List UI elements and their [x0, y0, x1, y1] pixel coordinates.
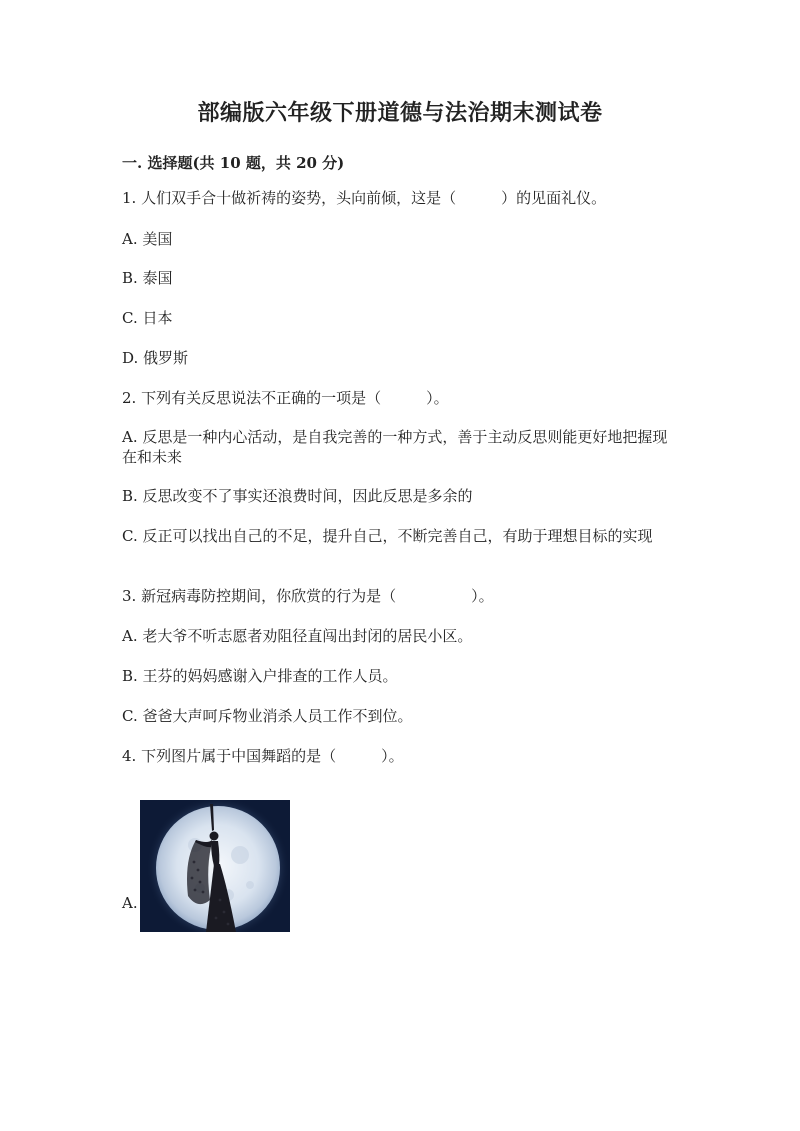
question-4-option-a: [122, 800, 290, 932]
question-1-stem: 1. 人们双手合十做祈祷的姿势，头向前倾，这是（ ）的见面礼仪。: [122, 189, 607, 207]
question-1-option-a: A. 美国: [122, 230, 173, 248]
question-3-option-c: C. 爸爸大声呵斥物业消杀人员工作不到位。: [122, 707, 413, 725]
question-4-option-a-label: A.: [122, 894, 138, 912]
dancer-moon-image: [140, 800, 290, 932]
question-2-option-a: A. 反思是一种内心活动，是自我完善的一种方式，善于主动反思则能更好地把握现在和未来: [122, 428, 668, 466]
question-3-option-b: B. 王芬的妈妈感谢入户排查的工作人员。: [122, 667, 398, 685]
page-title: 部编版六年级下册道德与法治期末测试卷: [197, 100, 603, 126]
dancer-moon-illustration: [140, 800, 290, 932]
question-2-option-b: B. 反思改变不了事实还浪费时间，因此反思是多余的: [122, 487, 473, 505]
question-2-option-c: C. 反正可以找出自己的不足，提升自己，不断完善自己，有助于理想目标的实现: [122, 527, 653, 545]
section-heading: 一. 选择题(共 10 题，共 20 分): [122, 154, 345, 172]
question-3-option-a: A. 老大爷不听志愿者劝阻径直闯出封闭的居民小区。: [122, 627, 473, 645]
question-4-stem: 4. 下列图片属于中国舞蹈的是（ ）。: [122, 747, 404, 765]
question-1-option-b: B. 泰国: [122, 269, 173, 287]
question-2-stem: 2. 下列有关反思说法不正确的一项是（ ）。: [122, 389, 449, 407]
question-3-stem: 3. 新冠病毒防控期间，你欣赏的行为是（ ）。: [122, 587, 494, 605]
question-1-option-c: C. 日本: [122, 309, 173, 327]
question-1-option-d: D. 俄罗斯: [122, 349, 189, 367]
